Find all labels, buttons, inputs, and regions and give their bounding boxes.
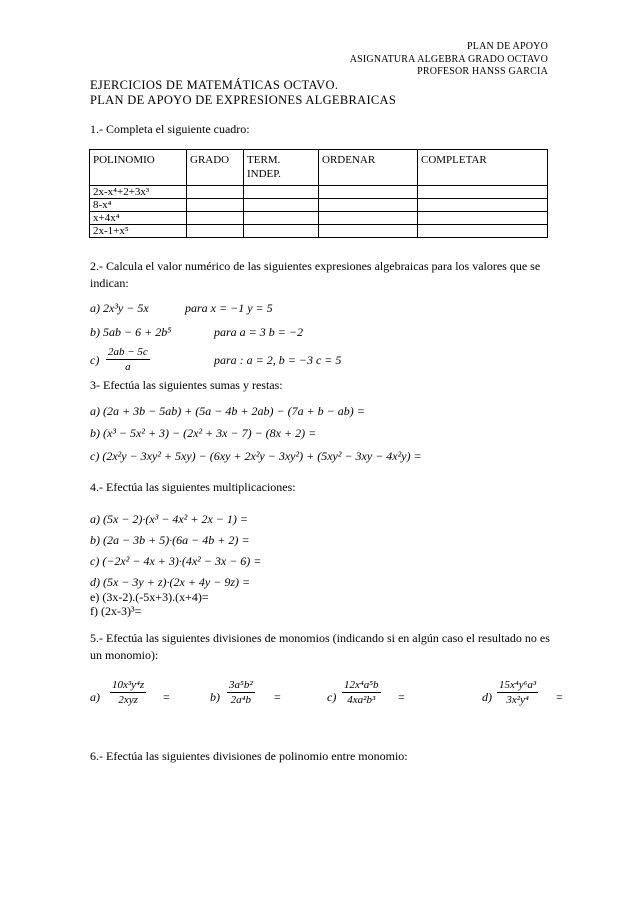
section-4-heading: 4.- Efectúa las siguientes multiplicaciones: <box>90 480 296 494</box>
numerator: 15x⁴y⁶a³ <box>499 679 537 691</box>
denominator: 2xyz <box>118 694 138 706</box>
header-line-3: PROFESOR HANSS GARCIA <box>417 66 548 77</box>
condition: para a = 3 b = −2 <box>214 325 303 339</box>
empty-cell[interactable] <box>187 199 244 212</box>
column-header: TERM. INDEP. <box>244 150 319 186</box>
exercise-label: b) <box>210 690 220 704</box>
empty-cell[interactable] <box>319 225 418 238</box>
table-header-row <box>90 150 548 186</box>
polynomial-cell: 8-x⁴ <box>90 199 187 212</box>
polynomial-table <box>89 149 548 238</box>
empty-cell[interactable] <box>187 186 244 199</box>
condition: para x = −1 y = 5 <box>185 301 273 315</box>
column-header: ORDENAR <box>319 150 418 186</box>
section-6-heading: 6.- Efectúa las siguientes divisiones de polinomio entre monomio: <box>90 749 408 763</box>
exercise-4a: a) (5x − 2)·(x³ − 4x² + 2x − 1) = <box>90 512 248 526</box>
numerator: 3a⁵b² <box>229 679 253 691</box>
exercise-3b: b) (x³ − 5x² + 3) − (2x² + 3x − 7) − (8x + 2) = <box>90 426 317 440</box>
exercise-label: c) <box>90 353 100 367</box>
equals-sign: = <box>274 690 281 704</box>
table-row <box>90 186 548 199</box>
empty-cell[interactable] <box>244 186 319 199</box>
denominator: 3x²y⁴ <box>506 694 529 706</box>
expression: a) 2x³y − 5x <box>90 301 149 315</box>
document-title: EJERCICIOS DE MATEMÁTICAS OCTAVO. <box>90 78 339 92</box>
exercise-4e: e) (3x-2).(-5x+3).(x+4)= <box>90 590 209 604</box>
empty-cell[interactable] <box>418 225 548 238</box>
numerator: 12x⁴a⁵b <box>344 679 379 691</box>
expression: b) 5ab − 6 + 2b⁵ <box>90 325 172 339</box>
fraction <box>342 678 381 707</box>
section-3-heading: 3- Efectúa las siguientes sumas y restas: <box>90 378 283 392</box>
exercise-label: a) <box>90 690 100 704</box>
denominator: 2a⁴b <box>230 694 251 706</box>
empty-cell[interactable] <box>319 199 418 212</box>
exercise-2c <box>90 343 560 377</box>
exercise-3c: c) (2x²y − 3xy² + 5xy) − (6xy + 2x²y − 3xy²) + (5xy² − 3xy − 4x²y) = <box>90 449 422 463</box>
empty-cell[interactable] <box>418 199 548 212</box>
fraction <box>110 678 146 707</box>
denominator: a <box>125 361 131 373</box>
monomial-divisions <box>90 676 570 716</box>
exercise-2a <box>90 301 560 317</box>
exercise-3a: a) (2a + 3b − 5ab) + (5a − 4b + 2ab) − (7a + b − ab) = <box>90 404 365 418</box>
section-1-heading: 1.- Completa el siguiente cuadro: <box>90 122 250 136</box>
empty-cell[interactable] <box>244 199 319 212</box>
section-5-heading: 5.- Efectúa las siguientes divisiones de monomios (indicando si en algún caso el resultado no es un monomio): <box>90 631 550 662</box>
equals-sign: = <box>163 690 170 704</box>
exercise-label: d) <box>482 690 492 704</box>
polynomial-cell: 2x-1+x⁵ <box>90 225 187 238</box>
column-header: COMPLETAR <box>418 150 548 186</box>
exercise-4f: f) (2x-3)³= <box>90 604 142 618</box>
numerator: 10x³y⁴z <box>112 679 145 691</box>
column-header: POLINOMIO <box>90 150 187 186</box>
table-row <box>90 225 548 238</box>
table-row <box>90 212 548 225</box>
header-line-2: ASIGNATURA ALGEBRA GRADO OCTAVO <box>349 54 548 65</box>
empty-cell[interactable] <box>319 186 418 199</box>
fraction <box>497 678 538 707</box>
table-row <box>90 199 548 212</box>
exercise-label: c) <box>327 690 337 704</box>
exercise-4d: d) (5x − 3y + z)·(2x + 4y − 9z) = <box>90 575 251 589</box>
exercise-2b <box>90 325 560 341</box>
equals-sign: = <box>398 690 405 704</box>
exercise-4c: c) (−2x² − 4x + 3)·(4x² − 3x − 6) = <box>90 554 262 568</box>
equals-sign: = <box>556 690 563 704</box>
condition: para : a = 2, b = −3 c = 5 <box>214 353 342 367</box>
empty-cell[interactable] <box>418 212 548 225</box>
empty-cell[interactable] <box>244 225 319 238</box>
numerator: 2ab − 5c <box>108 346 148 358</box>
header-line-1: PLAN DE APOYO <box>467 41 548 52</box>
exercise-4b: b) (2a − 3b + 5)·(6a − 4b + 2) = <box>90 533 250 547</box>
polynomial-cell: 2x-x⁴+2+3x³ <box>90 186 187 199</box>
fraction <box>106 345 150 374</box>
empty-cell[interactable] <box>187 212 244 225</box>
denominator: 4xa²b³ <box>347 694 376 706</box>
document-subtitle: PLAN DE APOYO DE EXPRESIONES ALGEBRAICAS <box>90 93 397 107</box>
empty-cell[interactable] <box>187 225 244 238</box>
empty-cell[interactable] <box>244 212 319 225</box>
column-header: GRADO <box>187 150 244 186</box>
empty-cell[interactable] <box>418 186 548 199</box>
fraction <box>227 678 255 707</box>
polynomial-cell: x+4x⁴ <box>90 212 187 225</box>
empty-cell[interactable] <box>319 212 418 225</box>
section-2-heading: 2.- Calcula el valor numérico de las siguientes expresiones algebraicas para los valores que se indican: <box>90 259 541 290</box>
